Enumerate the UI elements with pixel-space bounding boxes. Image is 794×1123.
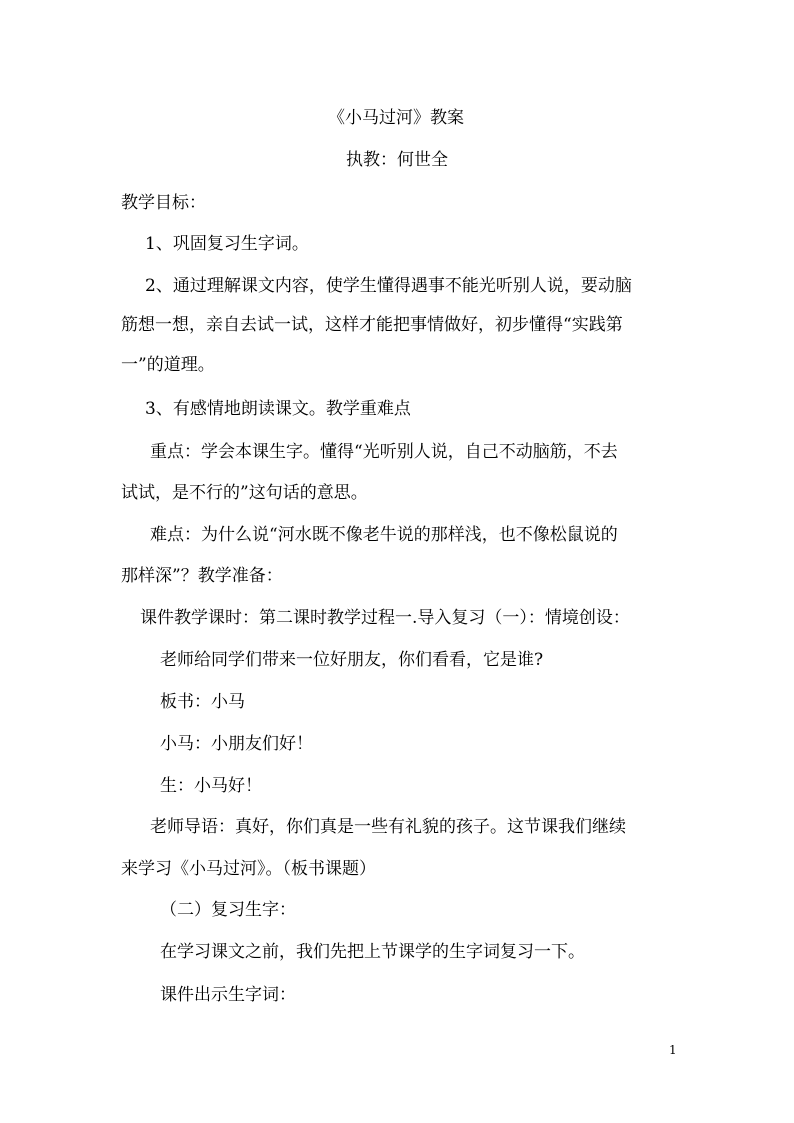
teacher-guide-line-2: 来学习《小马过河》。（板书课题） — [121, 859, 376, 879]
author-line: 执教：何世全 — [346, 150, 448, 170]
review-heading: （二）复习生字： — [160, 900, 296, 920]
page-number: 1 — [669, 1043, 677, 1057]
teacher-intro-line: 老师给同学们带来一位好朋友，你们看看，它是谁? — [160, 650, 544, 670]
goal-item-2-line-3: 一”的道理。 — [121, 355, 215, 375]
pony-dialogue-line: 小马：小朋友们好！ — [160, 734, 313, 754]
difficulty-line-2: 那样深”？教学准备： — [121, 566, 283, 586]
difficulty-line-1: 难点：为什么说“河水既不像老牛说的那样浅，也不像松鼠说的 — [150, 525, 618, 545]
review-line-2: 课件出示生字词： — [160, 985, 296, 1005]
document-title: 《小马过河》教案 — [328, 108, 464, 128]
key-point-line-1: 重点：学会本课生字。懂得“光听别人说，自己不动脑筋，不去 — [150, 442, 618, 462]
goals-heading: 教学目标： — [121, 193, 206, 213]
board-writing-line: 板书：小马 — [160, 692, 245, 712]
review-line-1: 在学习课文之前，我们先把上节课学的生字词复习一下。 — [160, 942, 585, 962]
courseware-line: 课件教学课时：第二课时教学过程一.导入复习（一）：情境创设： — [140, 608, 630, 628]
teacher-guide-line-1: 老师导语：真好，你们真是一些有礼貌的孩子。这节课我们继续 — [150, 817, 626, 837]
key-point-line-2: 试试，是不行的”这句话的意思。 — [121, 483, 368, 503]
goal-item-2-line-2: 筋想一想，亲自去试一试，这样才能把事情做好，初步懂得“实践第 — [121, 315, 623, 335]
goal-item-3: 3、有感情地朗读课文。教学重难点 — [145, 399, 411, 419]
student-dialogue-line: 生：小马好！ — [160, 776, 262, 796]
goal-item-2-line-1: 2、通过理解课文内容，使学生懂得遇事不能光听别人说，要动脑 — [145, 276, 632, 296]
goal-item-1: 1、巩固复习生字词。 — [145, 234, 309, 254]
